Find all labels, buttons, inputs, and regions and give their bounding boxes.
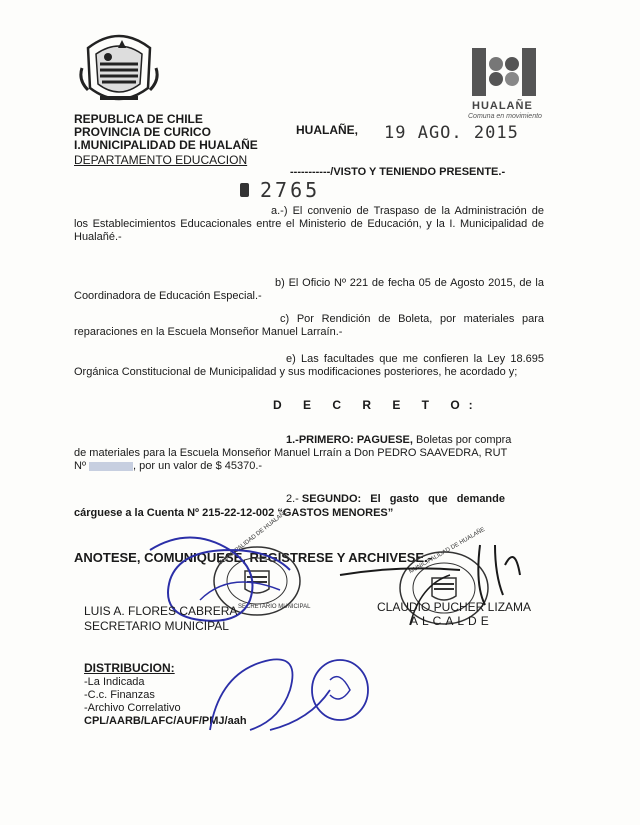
article-first [74,434,544,473]
mayor-name: CLAUDIO PUCHER LIZAMA [377,600,532,614]
consideration-c: c) Por Rendición de Boleta, por materiales para reparaciones en la Escuela Monseñor Manuel Larraín.- [74,313,544,338]
header-city: HUALAÑE, [296,123,358,137]
logo-name: HUALAÑE [472,100,533,112]
coat-of-arms-icon [78,28,160,108]
article-second-label: SEGUNDO: El gasto que demande [301,493,505,505]
rut-prefix: Nº [74,460,86,472]
consideration-e: e) Las facultades que me confieren la Ley 18.695 Orgánica Constitucional de Municipalidad y sus modificaciones posteriores, he acordado y; [74,353,544,378]
visto-line: -----------/VISTO Y TENIENDO PRESENTE.- [290,166,506,178]
consideration-a: a.-) El convenio de Traspaso de la Administración de los Establecimientos Educacionales entre el Ministerio de Educación, y la I. Municipalidad de Hualañé.- [74,205,544,243]
secretary-name: LUIS A. FLORES CABRERA [84,604,238,618]
decreto-title: D E C R E T O: [273,398,482,412]
decree-number: 2765 [260,178,321,202]
decree-number-bullet [240,183,249,197]
distribution-title: DISTRIBUCION: [84,661,175,675]
distribution-item: -Archivo Correlativo [84,702,181,714]
rut-redacted [89,462,133,471]
hualane-logo-icon [468,46,540,98]
header-department: DEPARTAMENTO EDUCACION [74,153,248,167]
closing-statement: ANOTESE, COMUNIQUESE, REGISTRESE Y ARCHIVESE.- [74,550,433,565]
article-first-text-a: Boletas por compra [416,434,512,446]
seal-right-text: MUNICIPALIDAD DE HUALAÑE [408,526,487,576]
initials-signature-icon [190,640,380,750]
article-second [286,493,505,506]
seal-left-text: MUNICIPALIDAD DE HUALAÑE [217,508,290,568]
header-municipality: I.MUNICIPALIDAD DE HUALAÑE [74,138,258,152]
header-province: PROVINCIA DE CURICO [74,125,211,139]
logo-tagline: Comuna en movimiento [468,113,542,120]
consideration-b: b) El Oficio Nº 221 de fecha 05 de Agosto 2015, de la Coordinadora de Educación Especial.- [74,277,544,302]
article-second-text: cárguese a la Cuenta Nº 215-22-12-002 “GASTOS MENORES” [74,507,394,519]
seal-left-bottom-text: SECRETARIO MUNICIPAL [238,604,311,610]
distribution-initials: CPL/AARB/LAFC/AUF/PMJ/aah [84,715,247,727]
secretary-title: SECRETARIO MUNICIPAL [84,619,229,633]
date-stamp: 19 AGO. 2015 [384,123,519,143]
article-first-label: 1.-PRIMERO: PAGUESE, [286,434,413,446]
distribution-item: -La Indicada [84,676,145,688]
article-first-text-c: , por un valor de $ 45370.- [133,460,263,472]
distribution-item: -C.c. Finanzas [84,689,155,701]
article-second-num: 2.- [286,493,299,505]
mayor-title: ALCALDE [410,614,493,628]
header-country: REPUBLICA DE CHILE [74,112,203,126]
article-first-text-b: de materiales para la Escuela Monseñor Manuel Lrraín a Don PEDRO SAAVEDRA, RUT [74,447,508,459]
